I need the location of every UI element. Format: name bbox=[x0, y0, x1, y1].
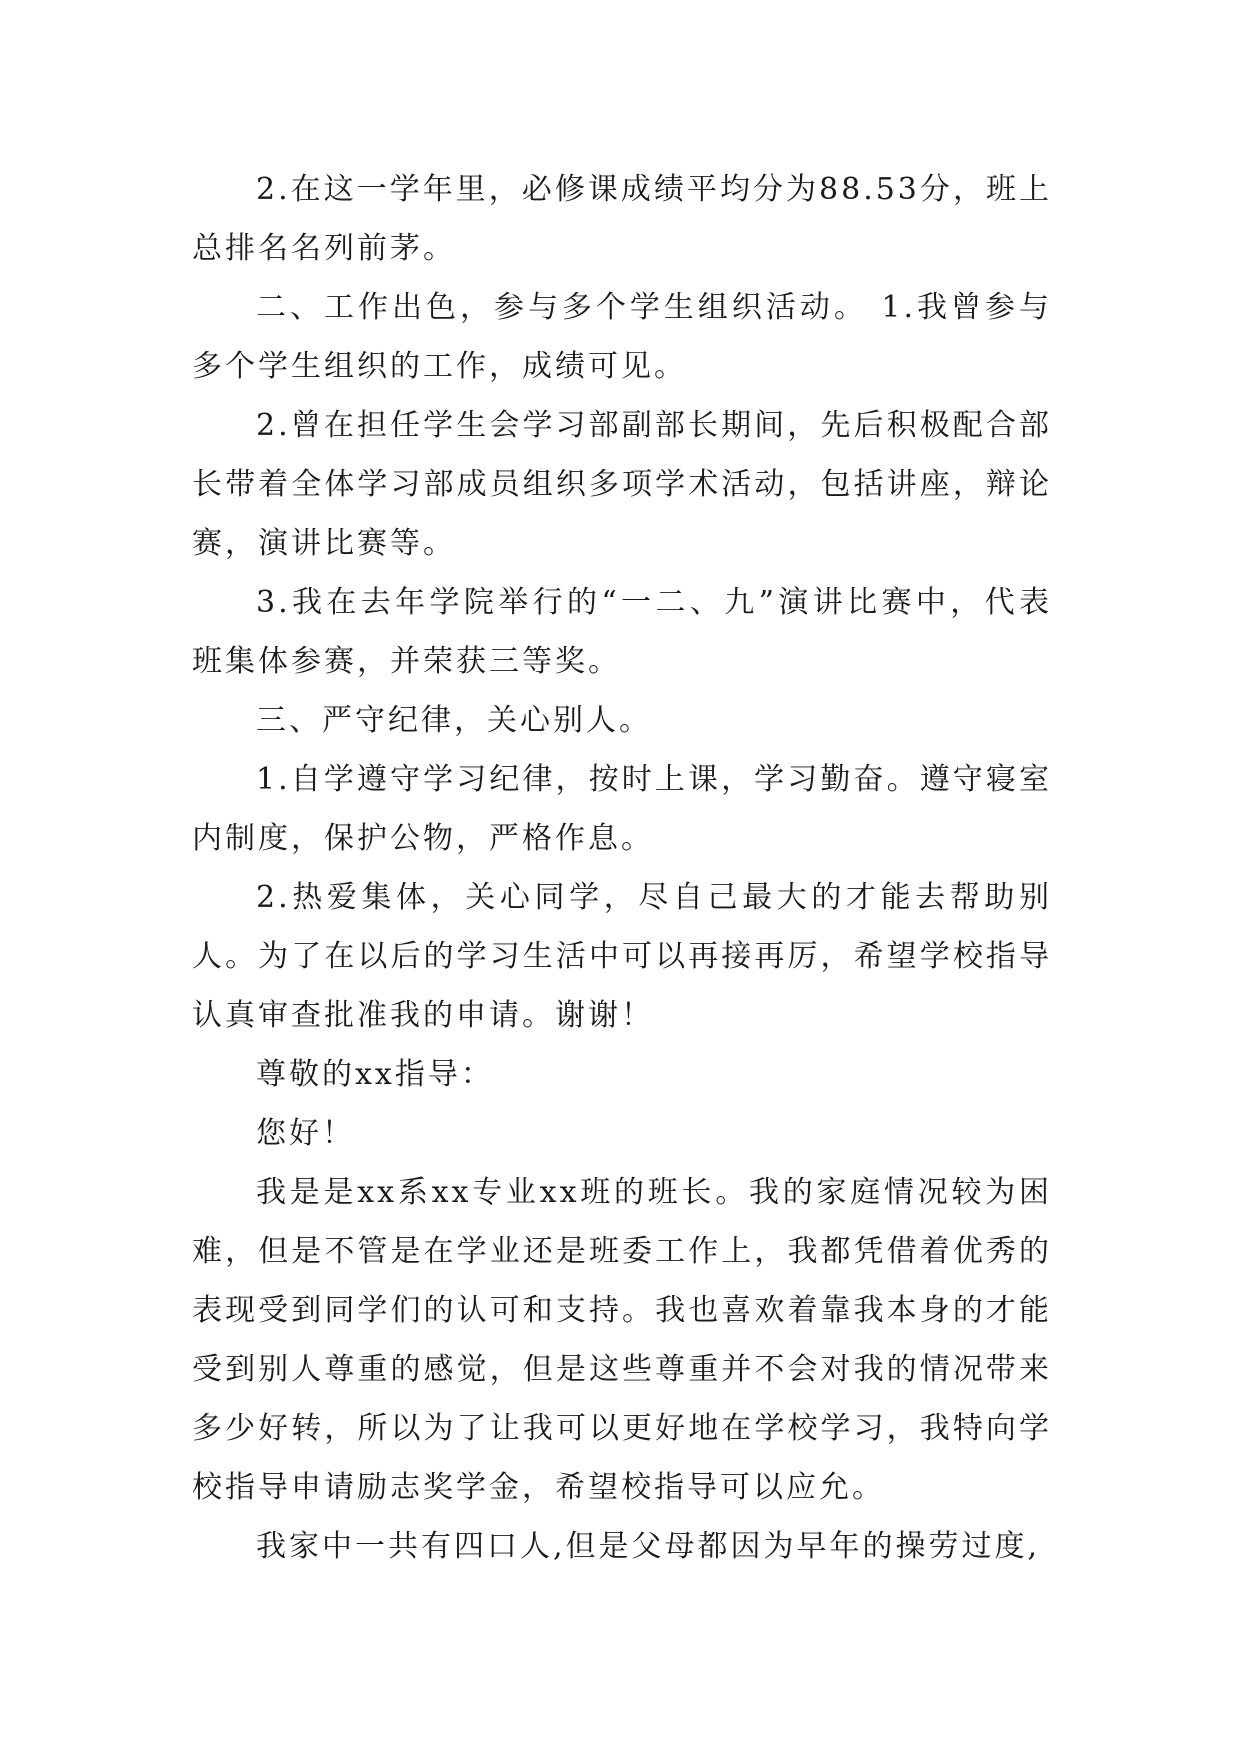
paragraph-1: 2.在这一学年里，必修课成绩平均分为88.53分，班上总排名名列前茅。 bbox=[192, 172, 1052, 266]
letter-salutation: 尊敬的xx指导： bbox=[256, 1057, 494, 1092]
section-heading-3: 三、严守纪律，关心别人。 bbox=[256, 703, 652, 738]
document-body bbox=[192, 160, 1052, 1576]
paragraph-8: 我家中一共有四口人,但是父母都因为早年的操劳过度, bbox=[256, 1529, 1041, 1564]
letter-greeting: 您好！ bbox=[256, 1116, 355, 1151]
paragraph-5: 1.自学遵守学习纪律，按时上课，学习勤奋。遵守寝室内制度，保护公物，严格作息。 bbox=[192, 762, 1052, 856]
paragraph-2: 二、工作出色，参与多个学生组织活动。 1.我曾参与多个学生组织的工作，成绩可见。 bbox=[192, 290, 1052, 384]
paragraph-6: 2.热爱集体，关心同学，尽自己最大的才能去帮助别人。为了在以后的学习生活中可以再接再厉，希望学校指导认真审查批准我的申请。谢谢！ bbox=[192, 880, 1052, 1033]
paragraph-4: 3.我在去年学院举行的“一二、九”演讲比赛中，代表班集体参赛，并荣获三等奖。 bbox=[192, 585, 1052, 679]
paragraph-7: 我是是xx系xx专业xx班的班长。我的家庭情况较为困难，但是不管是在学业还是班委工作上，我都凭借着优秀的表现受到同学们的认可和支持。我也喜欢着靠我本身的才能受到别人尊重的感觉，但是这些尊重并不会对我的情况带来多少好转，所以为了让我可以更好地在学校学习，我特向学校指导申请励志奖学金，希望校指导可以应允。 bbox=[192, 1175, 1052, 1505]
paragraph-3: 2.曾在担任学生会学习部副部长期间，先后积极配合部长带着全体学习部成员组织多项学术活动，包括讲座，辩论赛，演讲比赛等。 bbox=[192, 408, 1052, 561]
